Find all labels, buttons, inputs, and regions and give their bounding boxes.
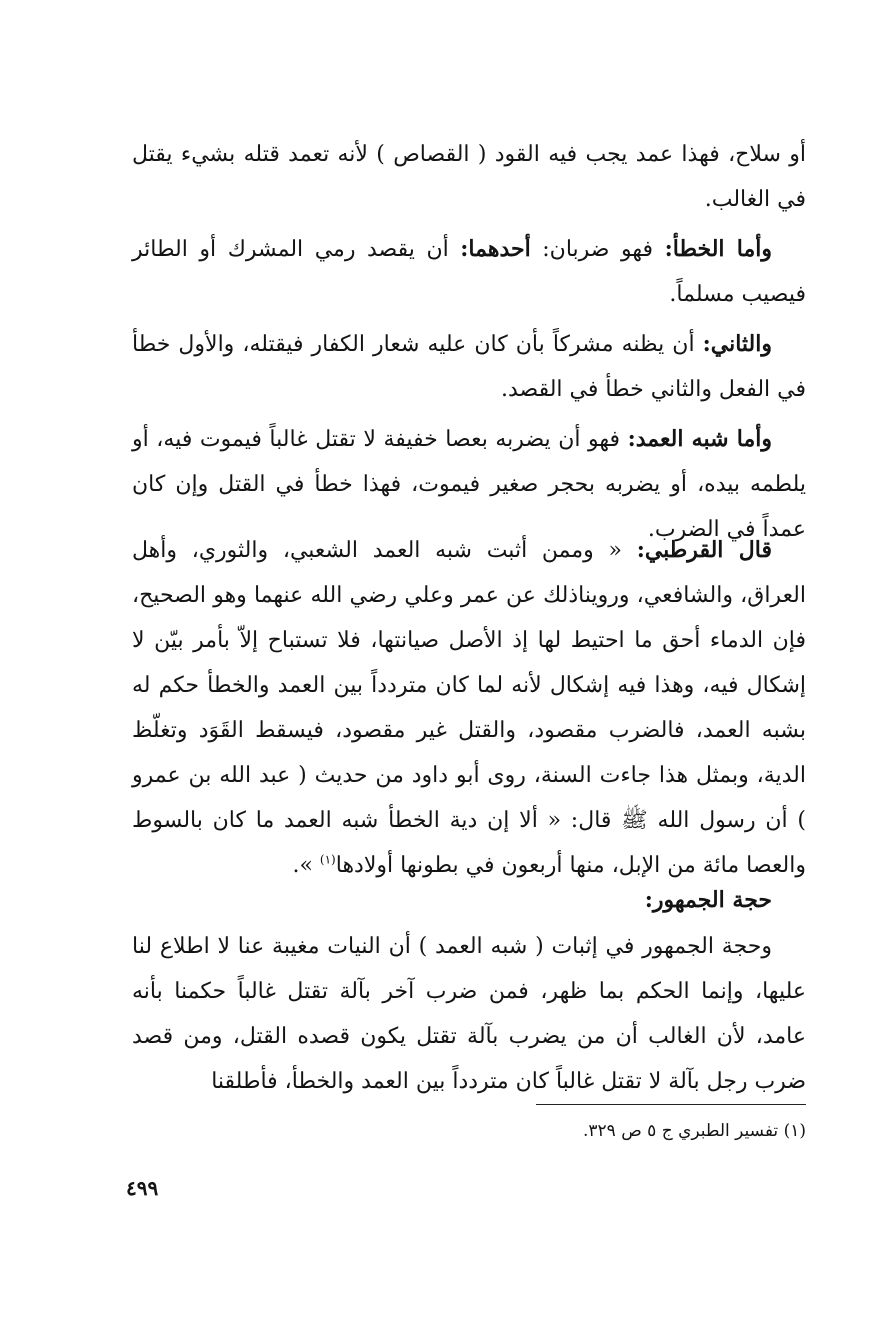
footnote-divider xyxy=(536,1104,806,1105)
paragraph-jumhur: وحجة الجمهور في إثبات ( شبه العمد ) أن النيات مغيبة عنا لا اطلاع لنا عليها، وإنما الحكم بما ظهر، فمن ضرب آخر بآلة تقتل غالباً حكمنا بأنه عامد، لأن الغالب أن من يضرب بآلة تقتل يكون قصده القتل، ومن قصد ضرب رجل بآلة لا تقتل غالباً كان متردداً بين العمد والخطأ، فأطلقنا xyxy=(132,934,806,1094)
jumhur-text-block xyxy=(132,924,806,1104)
paragraph-mid-lead: أحدهما: xyxy=(460,236,531,262)
paragraph-text: أن يظنه مشركاً بأن كان عليه شعار الكفار فيقتله، والأول خطأ في الفعل والثاني خطأ في القصد. xyxy=(132,332,806,402)
paragraph-text: أن يقصد رمي المشرك أو الطائر فيصيب مسلماً. xyxy=(132,237,806,307)
qurtubi-quote-block xyxy=(132,528,806,888)
section-heading-block xyxy=(132,878,806,923)
paragraph-text: فهو أن يضربه بعصا خفيفة لا تقتل غالباً فيموت فيه، أو يلطمه بيده، أو يضربه بحجر صغير فيموت، فهذا خطأ في القتل وإن كان عمداً في الضرب. xyxy=(132,427,806,542)
paragraph-lead: وأما شبه العمد: xyxy=(627,426,772,452)
paragraph-thani xyxy=(132,322,806,412)
paragraph-lead: والثاني: xyxy=(702,331,772,357)
footnote: (١) تفسير الطبري ج ٥ ص ٣٢٩. xyxy=(582,1121,806,1141)
page-number: ٤٩٩ xyxy=(126,1176,159,1200)
paragraph-text: فهو ضربان: xyxy=(530,237,665,262)
paragraph-text: أو سلاح، فهذا عمد يجب فيه القود ( القصاص ) لأنه تعمد قتله بشيء يقتل في الغالب. xyxy=(132,142,806,212)
paragraph-text-end: ». xyxy=(292,853,320,878)
paragraph-text: « وممن أثبت شبه العمد الشعبي، والثوري، وأهل العراق، والشافعي، ورويناذلك عن عمر وعلي رضي الله عنهما وهو الصحيح، فإن الدماء أحق ما احتيط لها إذ الأصل صيانتها، فلا تستباح إلاّ بأمر بيّن لا إشكال فيه، وهذا فيه إشكال لأنه لما كان متردداً بين العمد والخطأ حكم له بشبه العمد، فالضرب مقصود، والقتل غير مقصود، فيسقط القَوَد وتغلّظ الدية، وبمثل هذا جاءت السنة، روى أبو داود من حديث ( عبد الله بن عمرو ) أن رسول الله ﷺ قال: « ألا إن دية الخطأ شبه العمد ما كان بالسوط والعصا مائة من الإبل، منها أربعون في بطونها أولادها xyxy=(132,538,806,878)
paragraph-khata xyxy=(132,227,806,317)
paragraph-lead: قال القرطبي: xyxy=(636,537,772,563)
footnote-reference: (١) xyxy=(319,852,336,867)
paragraph-lead: وأما الخطأ: xyxy=(664,236,772,262)
paragraph-qurtubi xyxy=(132,528,806,888)
upper-text-block xyxy=(132,132,806,552)
section-heading: حجة الجمهور: xyxy=(644,887,772,913)
paragraph-qisas xyxy=(132,132,806,222)
